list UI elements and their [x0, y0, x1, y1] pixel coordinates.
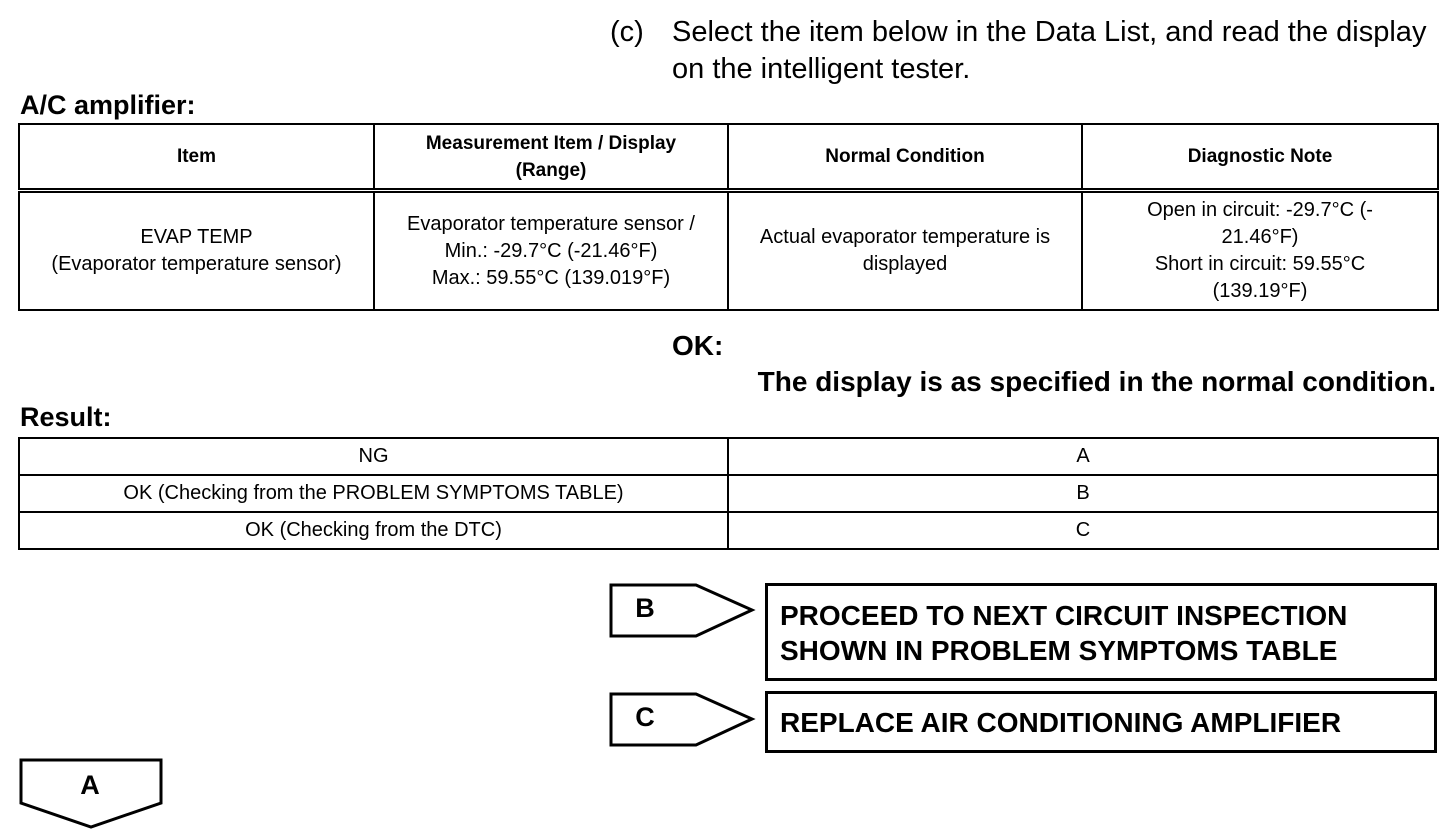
result-title: Result:: [20, 402, 112, 432]
flow-letter-b: B: [635, 593, 655, 623]
action-b-line: PROCEED TO NEXT CIRCUIT INSPECTION: [780, 600, 1348, 631]
ok-specification: The display is as specified in the normal condition.: [757, 366, 1436, 397]
normal-condition-line: displayed: [862, 253, 948, 275]
action-b-line: SHOWN IN PROBLEM SYMPTOMS TABLE: [780, 635, 1338, 666]
diagnostic-note-line: 21.46°F): [1221, 226, 1299, 248]
ok-label: OK:: [672, 330, 724, 361]
result-code: C: [728, 512, 1438, 549]
flow-letter-a: A: [80, 770, 100, 800]
diagnostic-note-line: (139.19°F): [1212, 280, 1308, 302]
step-instruction: Select the item below in the Data List, and read the display on the intelligent tester.: [672, 16, 1427, 85]
header-measurement-text: Measurement Item / Display (Range): [425, 132, 677, 181]
result-condition: NG: [19, 438, 728, 475]
item-name: EVAP TEMP: [140, 226, 253, 248]
flow-letter-c: C: [635, 702, 655, 732]
result-condition: OK (Checking from the PROBLEM SYMPTOMS TABLE): [19, 475, 728, 512]
action-box-b: [765, 583, 1437, 681]
header-item: Item: [19, 124, 374, 191]
step-letter: (c): [610, 16, 644, 48]
measurement-line: Min.: -29.7°C (-21.46°F): [444, 239, 658, 262]
normal-condition-line: Actual evaporator temperature is: [759, 226, 1051, 248]
result-code: A: [728, 438, 1438, 475]
measurement-line: Max.: 59.55°C (139.019°F): [431, 266, 671, 289]
result-code: B: [728, 475, 1438, 512]
item-description: (Evaporator temperature sensor): [51, 253, 342, 275]
diagnostic-note-line: Open in circuit: -29.7°C (-: [1147, 199, 1373, 221]
measurement-line: Evaporator temperature sensor /: [407, 212, 695, 235]
header-normal-condition: Normal Condition: [728, 124, 1082, 191]
header-diagnostic-note: Diagnostic Note: [1082, 124, 1438, 191]
ac-amplifier-title: A/C amplifier:: [20, 90, 196, 120]
result-condition: OK (Checking from the DTC): [19, 512, 728, 549]
action-box-c: REPLACE AIR CONDITIONING AMPLIFIER: [765, 691, 1437, 753]
diagnostic-note-line: Short in circuit: 59.55°C: [1154, 253, 1366, 275]
